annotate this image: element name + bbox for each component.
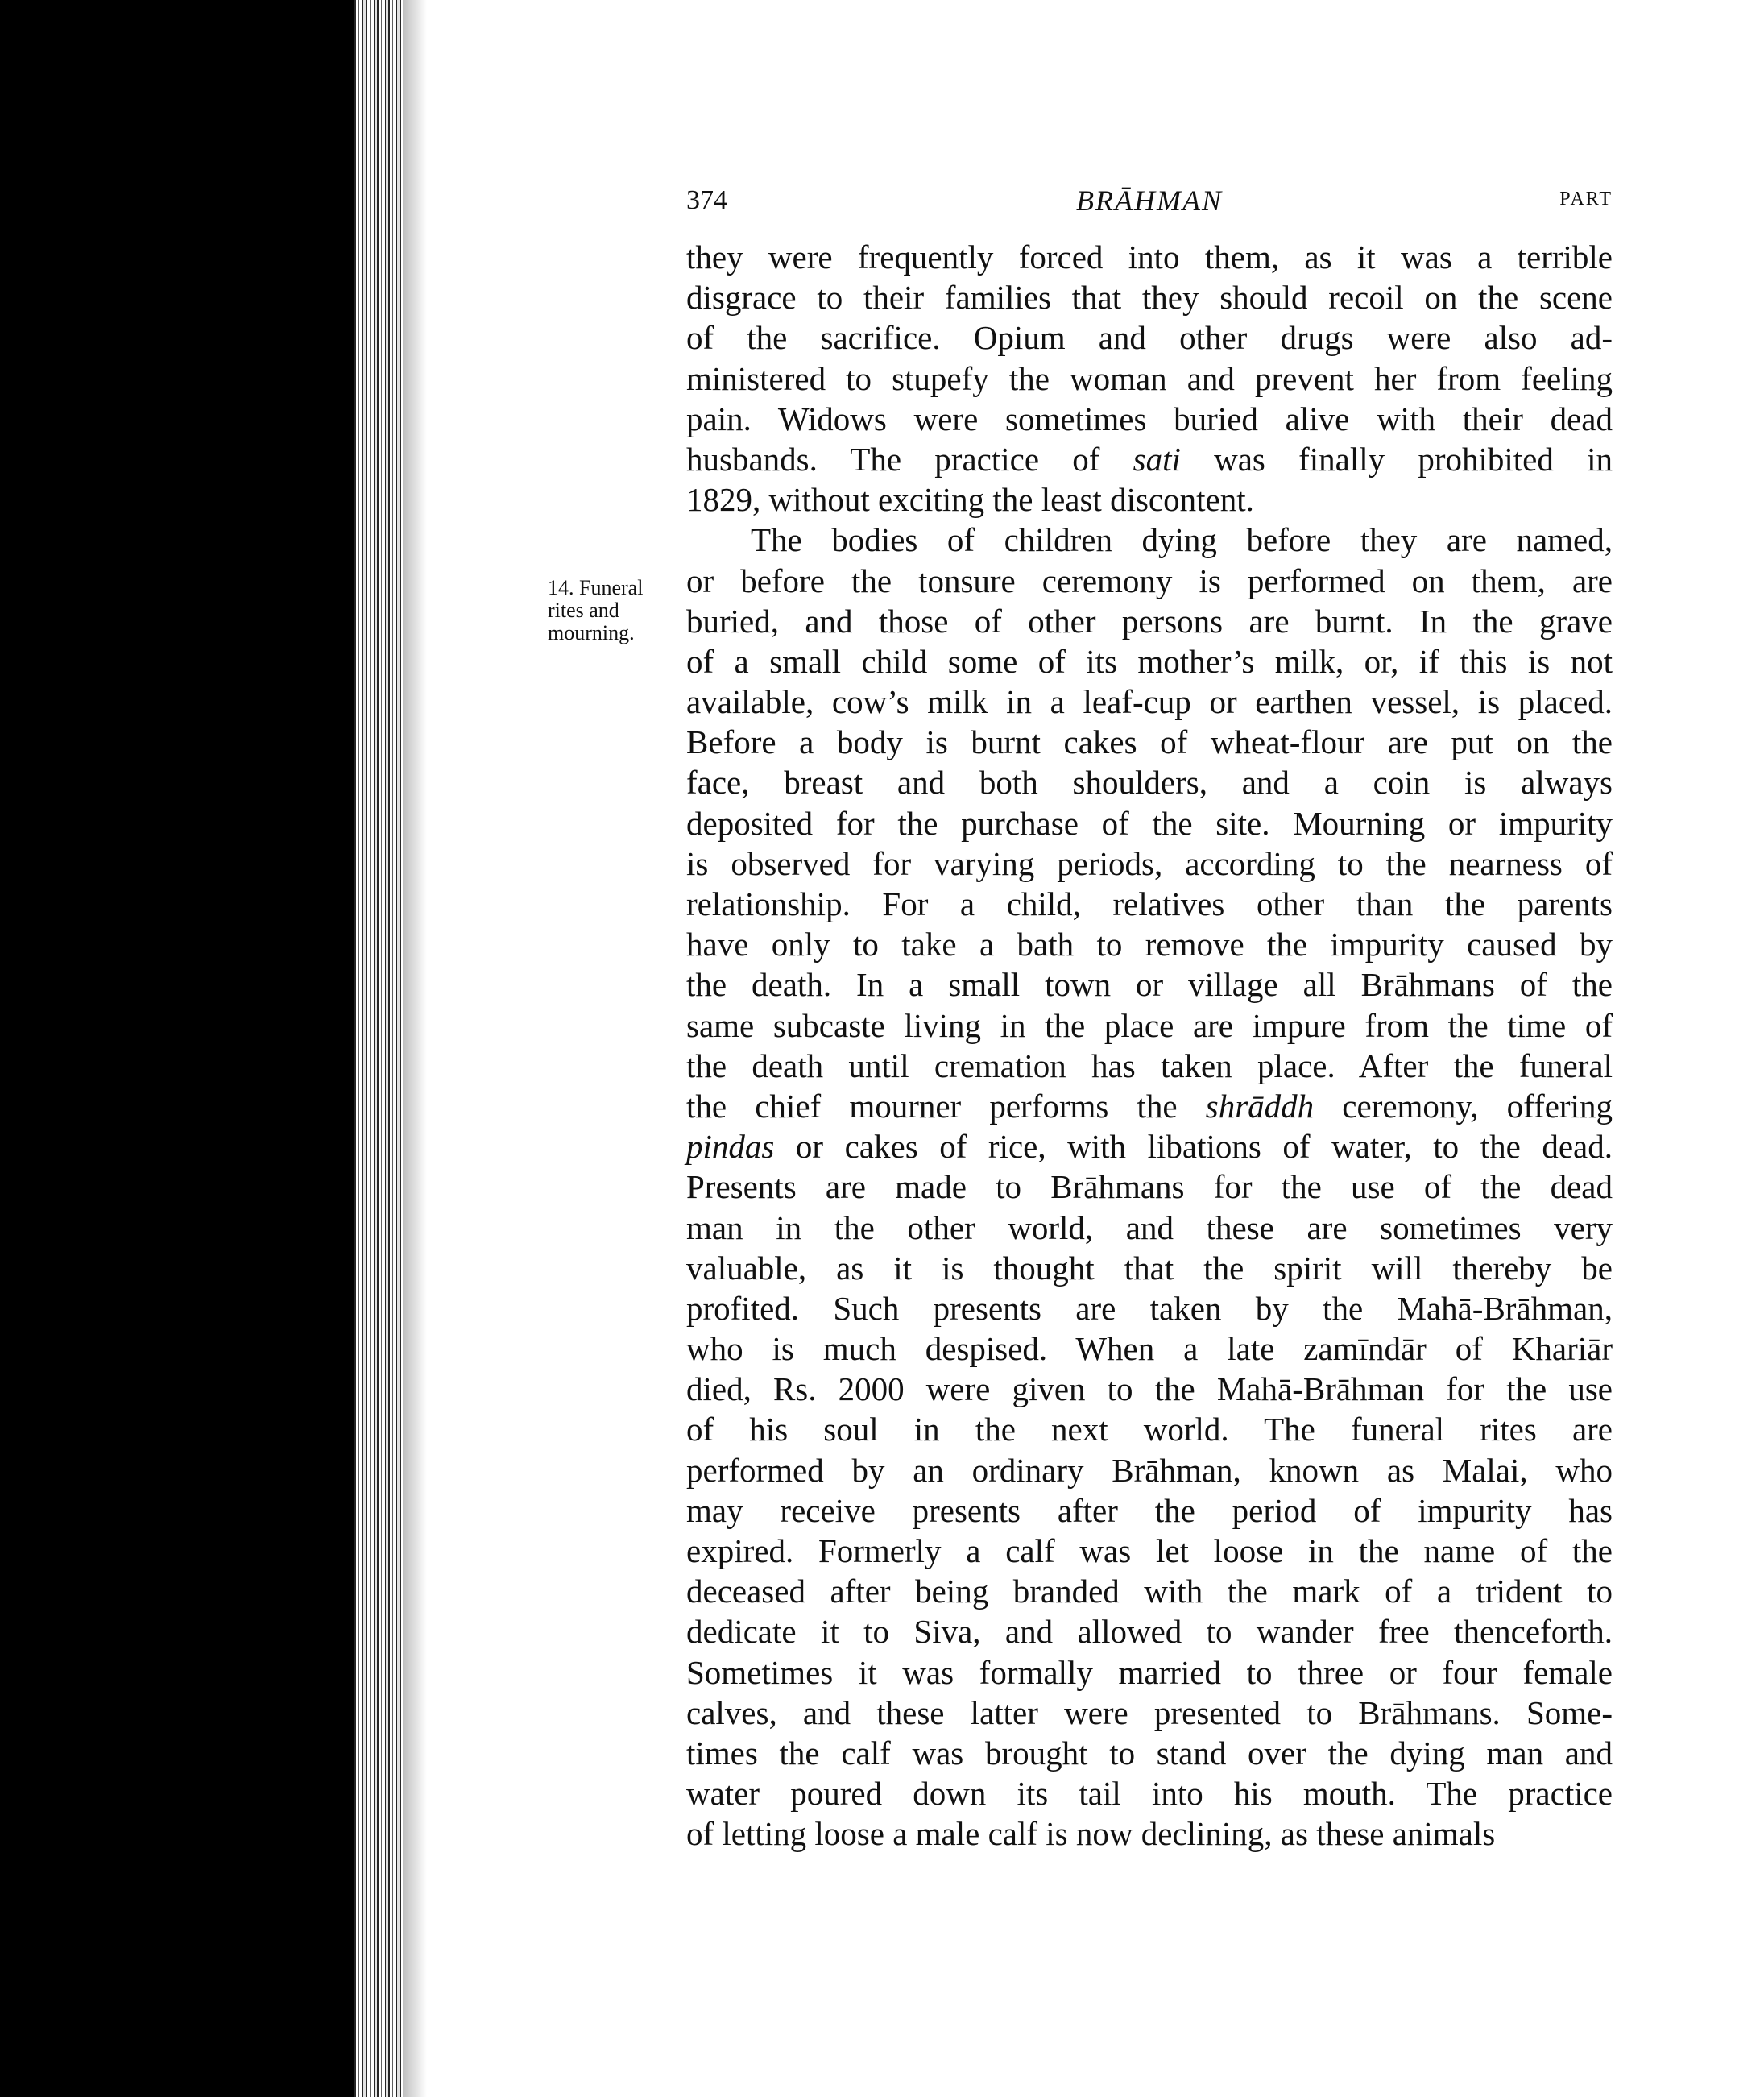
text-line: calves, and these latter were presented to Brāhmans. Some-	[686, 1693, 1613, 1731]
text-line: the death. In a small town or village all Brāhmans of the	[686, 966, 1613, 1004]
text-line: have only to take a bath to remove the impurity caused by	[686, 926, 1613, 964]
text-line: same subcaste living in the place are impure from the time of	[686, 1006, 1613, 1044]
text-line: of letting loose a male calf is now declining, as these animals	[686, 1815, 1496, 1853]
text-line: pindas or cakes of rice, with libations of water, to the dead.	[686, 1128, 1613, 1166]
italic-term: shrāddh	[1205, 1087, 1315, 1125]
margin-note-line: 14. Funeral	[548, 576, 644, 599]
running-title: BRĀHMAN	[1076, 184, 1223, 217]
text-line: the chief mourner performs the shrāddh ceremony, offering	[686, 1087, 1613, 1125]
italic-term: pindas	[686, 1128, 775, 1166]
text-line: who is much despised. When a late zamīndār of Khariār	[686, 1330, 1613, 1368]
text-line: Presents are made to Brāhmans for the use of the dead	[686, 1168, 1613, 1206]
text-line: deposited for the purchase of the site. Mourning or impurity	[686, 804, 1613, 842]
text-line: the death until cremation has taken place. After the funeral	[686, 1046, 1613, 1084]
text-line: of a small child some of its mother’s milk, or, if this is not	[686, 642, 1613, 680]
text-line: is observed for varying periods, according to the nearness of	[686, 844, 1613, 882]
body-text	[686, 237, 1613, 1855]
text-line: disgrace to their families that they should recoil on the scene	[686, 279, 1613, 317]
text-line: may receive presents after the period of impurity has	[686, 1491, 1613, 1529]
part-label: PART	[1559, 189, 1613, 209]
text-line: The bodies of children dying before they are named,	[751, 521, 1613, 559]
text-line: Before a body is burnt cakes of wheat-flour are put on the	[686, 723, 1613, 761]
text-line: of the sacrifice. Opium and other drugs were also ad-	[686, 319, 1613, 357]
page-edge-stripes	[354, 0, 403, 2097]
text-line: face, breast and both shoulders, and a coin is always	[686, 764, 1613, 802]
text-line: expired. Formerly a calf was let loose in the name of the	[686, 1532, 1613, 1569]
book-spine-shadow	[0, 0, 354, 2097]
text-line: available, cow’s milk in a leaf-cup or earthen vessel, is placed.	[686, 683, 1613, 721]
text-line: of his soul in the next world. The funeral rites are	[686, 1411, 1613, 1448]
text-line: Sometimes it was formally married to three or four female	[686, 1653, 1613, 1691]
text-line: times the calf was brought to stand over the dying man and	[686, 1734, 1613, 1772]
page-header	[686, 184, 1613, 224]
page-number: 374	[686, 185, 727, 215]
text-line: 1829, without exciting the least discontent.	[686, 481, 1254, 519]
text-line: deceased after being branded with the mark of a trident to	[686, 1573, 1613, 1610]
text-line: pain. Widows were sometimes buried alive with their dead	[686, 400, 1613, 437]
text-line: water poured down its tail into his mouth. The practice	[686, 1775, 1613, 1813]
text-line: they were frequently forced into them, as it was a terrible	[686, 238, 1613, 276]
text-line: performed by an ordinary Brāhman, known as Malai, who	[686, 1451, 1613, 1489]
text-line: dedicate it to Siva, and allowed to wander free thenceforth.	[686, 1613, 1613, 1651]
italic-term: sati	[1133, 440, 1181, 478]
text-line: husbands. The practice of sati was finally prohibited in	[686, 440, 1613, 478]
text-line: ministered to stupefy the woman and prevent her from feeling	[686, 359, 1613, 397]
text-line: or before the tonsure ceremony is performed on them, are	[686, 562, 1613, 599]
margin-note-line: mourning.	[548, 621, 635, 644]
text-line: buried, and those of other persons are burnt. In the grave	[686, 602, 1613, 640]
text-line: died, Rs. 2000 were given to the Mahā-Brāhman for the use	[686, 1370, 1613, 1408]
text-line: man in the other world, and these are sometimes very	[686, 1208, 1613, 1246]
gutter-shadow	[403, 0, 427, 2097]
text-line: relationship. For a child, relatives other than the parents	[686, 885, 1613, 922]
margin-note-line: rites and	[548, 599, 619, 622]
margin-note	[548, 577, 673, 644]
text-line: profited. Such presents are taken by the Mahā-Brāhman,	[686, 1289, 1613, 1327]
text-line: valuable, as it is thought that the spirit will thereby be	[686, 1249, 1613, 1287]
